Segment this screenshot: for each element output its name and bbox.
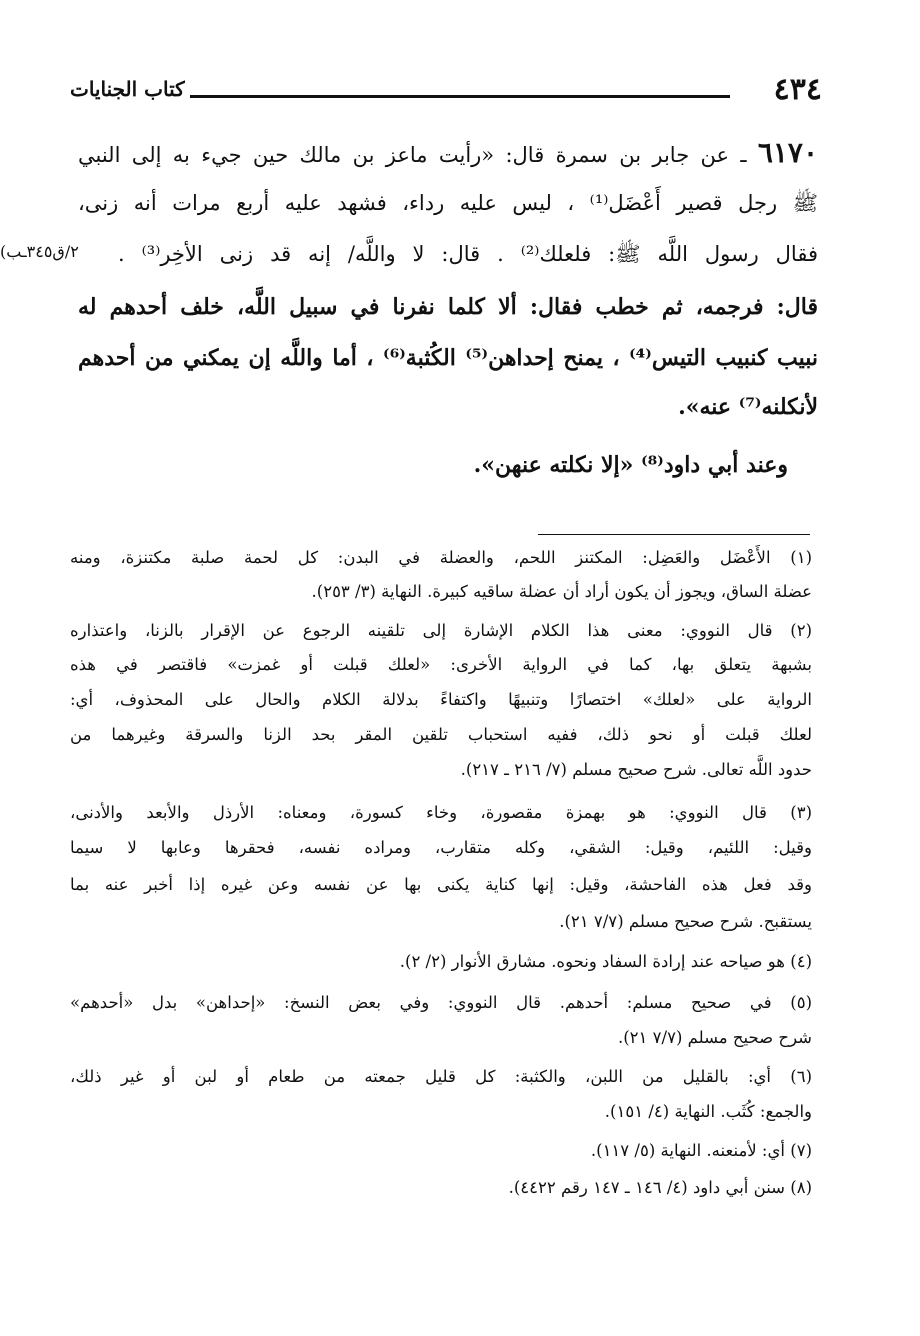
- hadith-line: ﷺ رجل قصير أَعْضَل⁽¹⁾ ، ليس عليه رداء، فشهد عليه أربع مرات أنه زنى،: [78, 191, 818, 215]
- footnote-line: وقد فعل هذه الفاحشة، وقيل: إنها كناية يكنى بها عن نفسه وعن غيره إذا أخبر عنه بما: [70, 875, 812, 894]
- abu-dawud-variant: وعند أبي داود⁽⁸⁾ «إلا نكلته عنهن».: [473, 452, 788, 478]
- footnote-line: (٦) أي: بالقليل من اللبن، والكثبة: كل قليل جمعته من طعام أو لبن أو غير ذلك،: [70, 1067, 812, 1086]
- footnote-line: وقيل: اللئيم، وقيل: الشقي، وكله متقارب، ومراده نفسه، فحقرها وعابها لا سيما: [70, 838, 812, 857]
- footnote-line: (٥) في صحيح مسلم: أحدهم. قال النووي: وفي بعض النسخ: «إحداهن» بدل «أحدهم»: [70, 993, 812, 1012]
- hadith-line: قال: فرجمه، ثم خطب فقال: ألا كلما نفرنا في سبيل اللَّه، خلف أحدهم له: [78, 294, 818, 320]
- footnote-line: لعلك قبلت أو نحو ذلك، ففيه استحباب تلقين المقر بحد الزنا والسرقة وغيرهما من: [70, 725, 812, 744]
- footnote-line: (٧) أي: لأمنعنه. النهاية (٥/ ١١٧).: [590, 1141, 812, 1160]
- footnote-separator: [538, 534, 810, 535]
- hadith-line: نبيب كنبيب التيس⁽⁴⁾ ، يمنح إحداهن⁽⁵⁾ الكُثبة⁽⁶⁾ ، أما واللَّه إن يمكني من أحدهم: [78, 345, 818, 371]
- margin-manuscript-reference: ٢/ق٣٤٥ـب): [0, 242, 79, 261]
- footnote-line: (١) الأَعْضَل والعَضِل: المكتنز اللحم، والعضلة في البدن: كل لحمة صلبة مكتنزة، ومنه: [70, 548, 812, 567]
- hadith-line: فقال رسول اللَّه ﷺ: فلعلك⁽²⁾ . قال: لا واللَّه/ إنه قد زنى الأخِر⁽³⁾ .: [118, 242, 818, 266]
- footnote-line: (٢) قال النووي: معنى هذا الكلام الإشارة إلى تلقينه الرجوع عن الإقرار بالزنا، واعتذاره: [70, 621, 812, 640]
- book-title: كتاب الجنايات: [70, 77, 185, 101]
- footnote-line: يستقبح. شرح صحيح مسلم (٧/٧ ٢١).: [559, 912, 812, 931]
- footnote-line: حدود اللَّه تعالى. شرح صحيح مسلم (٧/ ٢١٦ ـ ٢١٧).: [460, 760, 812, 779]
- header-rule: [190, 95, 730, 98]
- footnote-line: والجمع: كُثَب. النهاية (٤/ ١٥١).: [604, 1102, 812, 1121]
- hadith-line: لأنكلنه⁽⁷⁾ عنه».: [678, 394, 818, 420]
- page-header: [70, 70, 822, 110]
- footnote-line: (٨) سنن أبي داود (٤/ ١٤٦ ـ ١٤٧ رقم ٤٤٢٢).: [508, 1178, 812, 1197]
- hadith-line: [78, 136, 818, 169]
- footnote-line: الرواية على «لعلك» اختصارًا وتنبيهًا واكتفاءً بدلالة الكلام والحال على المحذوف، أي:: [70, 690, 812, 709]
- footnote-line: بشبهة يتعلق بها، كما في الرواية الأخرى: «لعلك قبلت أو غمزت» فاقتصر في هذه: [70, 655, 812, 674]
- footnote-line: شرح صحيح مسلم (٧/٧ ٢١).: [617, 1028, 812, 1047]
- footnote-line: (٣) قال النووي: هو بهمزة مقصورة، وخاء كسورة، ومعناه: الأرذل والأبعد والأدنى،: [70, 803, 812, 822]
- footnote-line: (٤) هو صياحه عند إرادة السفاد ونحوه. مشارق الأنوار (٢/ ٢).: [399, 952, 812, 971]
- hadith-number: ٦١٧٠: [757, 136, 818, 169]
- footnote-line: عضلة الساق، ويجوز أن يكون أراد أن عضلة ساقيه كبيرة. النهاية (٣/ ٢٥٣).: [311, 582, 812, 601]
- hadith-text: ـ عن جابر بن سمرة قال: «رأيت ماعز بن مالك حين جيء به إلى النبي: [78, 143, 747, 167]
- page-number: ٤٣٤: [773, 72, 822, 107]
